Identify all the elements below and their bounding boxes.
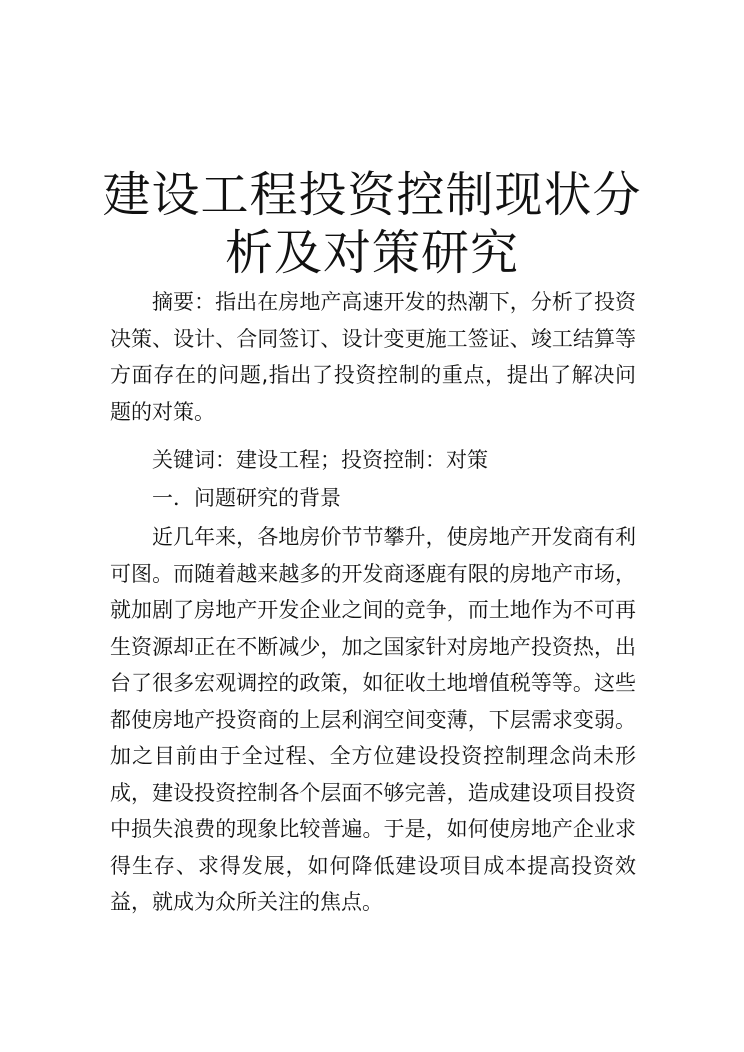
document-title: 建设工程投资控制现状分析及对策研究 xyxy=(102,167,642,281)
section-heading: 一．问题研究的背景 xyxy=(152,486,341,510)
keywords-line: 关键词：建设工程；投资控制：对策 xyxy=(152,448,488,472)
body-paragraph: 近几年来，各地房价节节攀升，使房地产开发商有利可图。而随着越来越多的开发商逐鹿有限的房地产市场，就加剧了房地产开发企业之间的竞争，而土地作为不可再生资源却正在不断减少，加之国家针对房地产投资热，出台了很多宏观调控的政策，如征收土地增值税等等。这些都使房地产投资商的上层利润空间变薄，下层需求变弱。加之目前由于全过程、全方位建设投资控制理念尚未形成，建设投资控制各个层面不够完善，造成建设项目投资中损失浪费的现象比较普遍。于是，如何使房地产企业求得生存、求得发展，如何降低建设项目成本提高投资效益，就成为众所关注的焦点。 xyxy=(110,525,636,914)
abstract-paragraph: 摘要：指出在房地产高速开发的热潮下，分析了投资决策、设计、合同签订、设计变更施工签证、竣工结算等方面存在的问题,指出了投资控制的重点，提出了解决问题的对策。 xyxy=(110,290,636,424)
